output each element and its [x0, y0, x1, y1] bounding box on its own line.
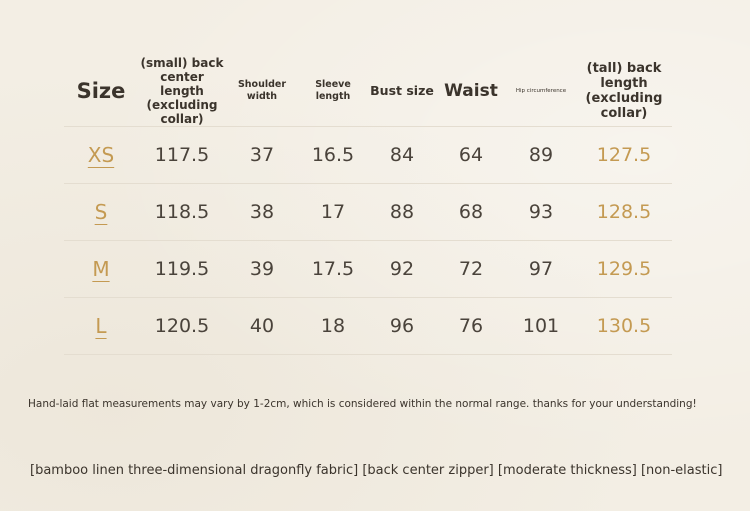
- fabric-description: [bamboo linen three-dimensional dragonfly fabric] [back center zipper] [moderate thickness] [non-elastic]: [30, 463, 723, 478]
- shoulder-width-cell: 40: [226, 298, 298, 355]
- sleeve-length-cell: 18: [298, 298, 368, 355]
- table-row: [64, 298, 672, 355]
- header-size: Size: [76, 79, 126, 103]
- header-bust-size: Bust size: [370, 83, 434, 98]
- header-waist: Waist: [444, 81, 498, 101]
- hip-circumference-cell: 97: [506, 241, 576, 298]
- table-header-row: [64, 56, 672, 127]
- size-label-cell: XS: [64, 127, 138, 184]
- small-back-length-cell: 118.5: [138, 184, 226, 241]
- bust-size-cell: 92: [368, 241, 436, 298]
- shoulder-width-cell: 37: [226, 127, 298, 184]
- hip-circumference-cell: 93: [506, 184, 576, 241]
- waist-cell: 68: [436, 184, 506, 241]
- hip-circumference-cell: 101: [506, 298, 576, 355]
- shoulder-width-cell: 38: [226, 184, 298, 241]
- tall-back-length-cell: 128.5: [576, 184, 672, 241]
- header-small-back-length: (small) back center length (excluding collar): [140, 56, 224, 126]
- tall-back-length-cell: 129.5: [576, 241, 672, 298]
- size-label-cell: S: [64, 184, 138, 241]
- size-label-cell: M: [64, 241, 138, 298]
- sleeve-length-cell: 16.5: [298, 127, 368, 184]
- sleeve-length-cell: 17: [298, 184, 368, 241]
- shoulder-width-cell: 39: [226, 241, 298, 298]
- table-row: [64, 184, 672, 241]
- size-label-cell: L: [64, 298, 138, 355]
- small-back-length-cell: 117.5: [138, 127, 226, 184]
- bust-size-cell: 84: [368, 127, 436, 184]
- small-back-length-cell: 120.5: [138, 298, 226, 355]
- bust-size-cell: 96: [368, 298, 436, 355]
- table-row: [64, 241, 672, 298]
- header-shoulder-width: Shoulder width: [237, 79, 287, 102]
- measurement-note: Hand-laid flat measurements may vary by 1-2cm, which is considered within the normal range. thanks for your understanding!: [28, 398, 697, 410]
- header-sleeve-length: Sleeve length: [315, 79, 351, 102]
- tall-back-length-cell: 130.5: [576, 298, 672, 355]
- bust-size-cell: 88: [368, 184, 436, 241]
- waist-cell: 76: [436, 298, 506, 355]
- size-chart-table: [64, 56, 672, 355]
- hip-circumference-cell: 89: [506, 127, 576, 184]
- waist-cell: 72: [436, 241, 506, 298]
- small-back-length-cell: 119.5: [138, 241, 226, 298]
- sleeve-length-cell: 17.5: [298, 241, 368, 298]
- tall-back-length-cell: 127.5: [576, 127, 672, 184]
- waist-cell: 64: [436, 127, 506, 184]
- header-tall-back-length: (tall) back length (excluding collar): [585, 61, 663, 121]
- table-row: [64, 127, 672, 184]
- header-hip-circumference: Hip circumference: [515, 87, 567, 94]
